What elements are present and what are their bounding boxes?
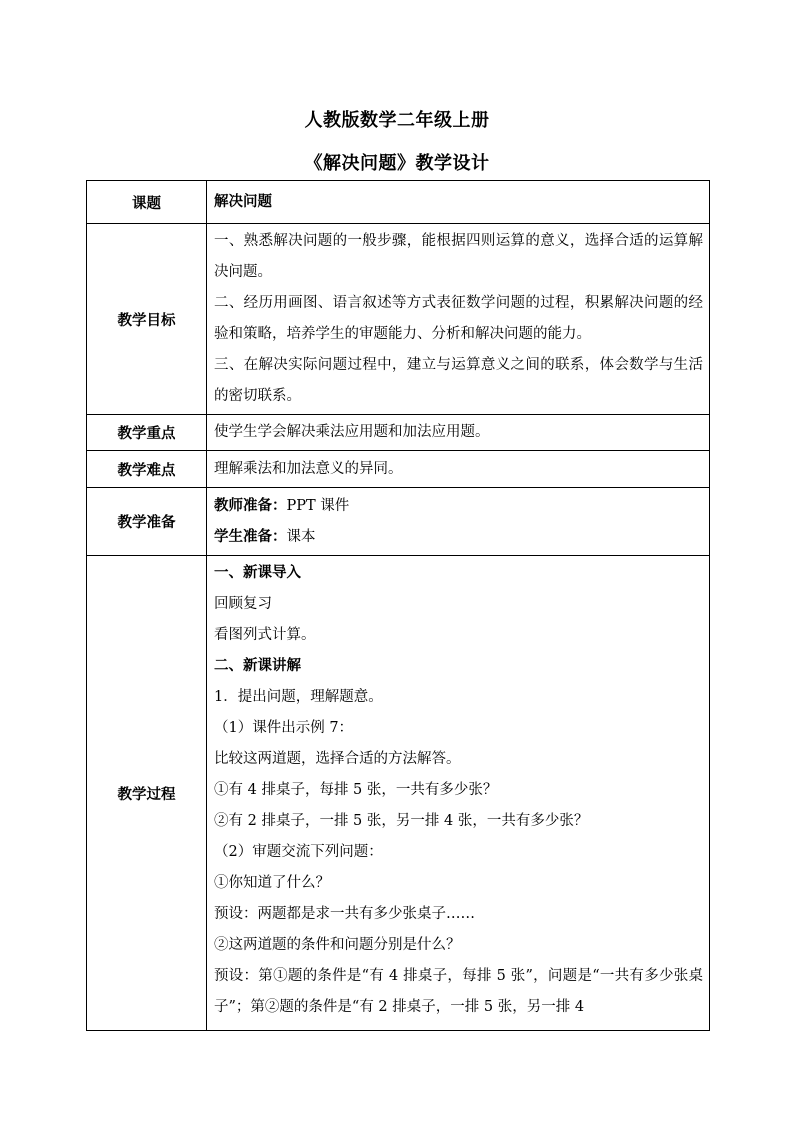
lesson-plan-table <box>86 180 710 1031</box>
table-row-key-points <box>87 415 710 451</box>
process-line: ②这两道题的条件和问题分别是什么？ <box>214 937 461 953</box>
student-prep-label: 学生准备： <box>214 528 287 545</box>
student-preparation <box>214 522 703 553</box>
document-subtitle: 《解决问题》教学设计 <box>304 153 490 174</box>
topic-text: 解决问题 <box>214 193 272 210</box>
goal-item: 二、经历用画图、语言叙述等方式表征数学问题的过程，积累解决问题的经验和策略，培养学生的审题能力、分析和解决问题的能力。 <box>214 295 703 342</box>
teacher-preparation <box>214 491 703 522</box>
process-line: ①有 4 排桌子，每排 5 张，一共有多少张？ <box>214 782 498 798</box>
difficulties-label: 教学难点 <box>87 451 207 488</box>
teacher-prep-label: 教师准备： <box>214 497 287 514</box>
process-line: （2）审题交流下列问题： <box>214 844 383 860</box>
process-section-heading: 一、新课导入 <box>214 565 301 581</box>
process-line: （1）课件出示例 7： <box>214 720 354 736</box>
table-row-preparation <box>87 488 710 556</box>
key-points-value: 使学生学会解决乘法应用题和加法应用题。 <box>207 415 710 451</box>
document-title: 人教版数学二年级上册 <box>304 110 490 131</box>
process-line: ②有 2 排桌子，一排 5 张，另一排 4 张，一共有多少张？ <box>214 813 589 829</box>
table-row-process <box>87 556 710 1031</box>
goal-item: 三、在解决实际问题过程中，建立与运算意义之间的联系，体会数学与生活的密切联系。 <box>214 357 703 404</box>
key-points-label: 教学重点 <box>87 415 207 451</box>
process-section-heading: 二、新课讲解 <box>214 658 301 674</box>
topic-label: 课题 <box>87 181 207 224</box>
goals-content <box>207 224 710 415</box>
goal-item: 一、熟悉解决问题的一般步骤，能根据四则运算的意义，选择合适的运算解决问题。 <box>214 233 703 280</box>
process-line: 预设：两题都是求一共有多少张桌子…… <box>214 906 475 922</box>
topic-value <box>207 181 710 224</box>
process-content <box>207 556 710 1031</box>
process-line: 预设：第①题的条件是“有 4 排桌子，每排 5 张”，问题是“一共有多少张桌子”；第②题的条件是“有 2 排桌子，一排 5 张，另一排 4 <box>214 968 703 1015</box>
table-row-goals <box>87 224 710 415</box>
process-label: 教学过程 <box>87 556 207 1031</box>
process-lines <box>214 558 703 1024</box>
process-line: 比较这两道题，选择合适的方法解答。 <box>214 751 461 767</box>
student-prep-value: 课本 <box>286 528 316 545</box>
process-line: 看图列式计算。 <box>214 627 316 643</box>
preparation-content <box>207 488 710 556</box>
process-line: 1．提出问题，理解题意。 <box>214 689 383 705</box>
goals-label: 教学目标 <box>87 224 207 415</box>
table-row-topic <box>87 181 710 224</box>
table-row-difficulties <box>87 451 710 488</box>
process-line: 回顾复习 <box>214 596 272 612</box>
process-line: ①你知道了什么？ <box>214 875 330 891</box>
difficulties-value: 理解乘法和加法意义的异同。 <box>207 451 710 488</box>
preparation-label: 教学准备 <box>87 488 207 556</box>
teacher-prep-value: PPT 课件 <box>286 497 350 514</box>
